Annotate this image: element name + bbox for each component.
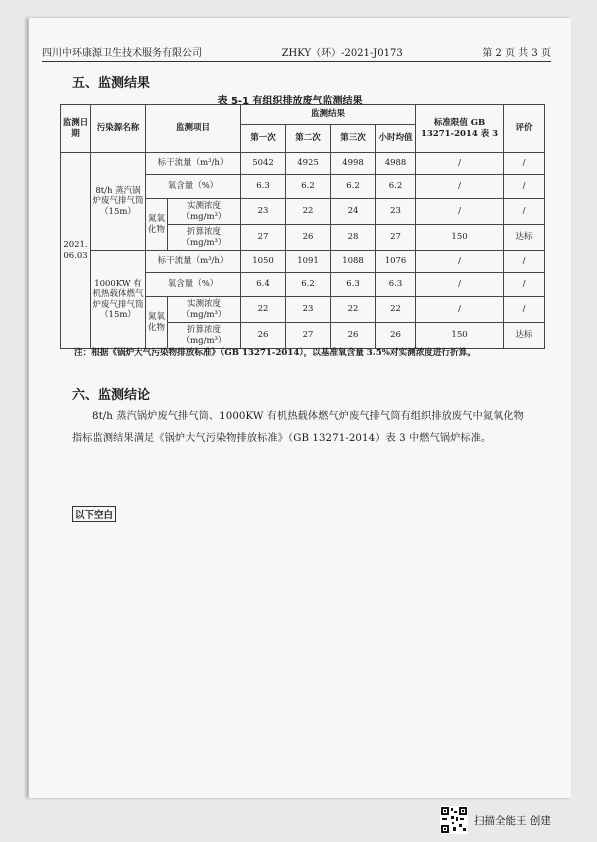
value-cell: 24 (331, 199, 376, 225)
limit-cell: / (416, 153, 504, 175)
monitor-date: 2021. 06.03 (61, 153, 91, 349)
scanner-brand-text: 扫描全能王 创建 (474, 814, 551, 827)
eval-cell: 达标 (504, 225, 545, 251)
page-header (42, 44, 551, 62)
value-cell: 1091 (286, 251, 331, 273)
header-date: 监测日期 (61, 105, 91, 153)
value-cell: 22 (331, 297, 376, 323)
limit-cell: / (416, 199, 504, 225)
value-cell: 22 (376, 297, 416, 323)
item-label: 氧含量（%） (146, 273, 241, 297)
item-label: 实测浓度（mg/m³） (168, 297, 241, 323)
header-first: 第一次 (241, 125, 286, 153)
header-hourly: 小时均值 (376, 125, 416, 153)
page-number: 第 2 页 共 3 页 (482, 48, 551, 59)
header-second: 第二次 (286, 125, 331, 153)
value-cell: 26 (241, 323, 286, 349)
item-label: 折算浓度（mg/m³） (168, 225, 241, 251)
qr-code-icon (440, 806, 468, 834)
value-cell: 26 (331, 323, 376, 349)
value-cell: 5042 (241, 153, 286, 175)
value-cell: 27 (286, 323, 331, 349)
source-name-1: 8t/h 蒸汽锅炉废气排气筒（15m） (91, 153, 146, 251)
value-cell: 23 (286, 297, 331, 323)
nox-label-2: 氮氧化物 (146, 297, 168, 349)
value-cell: 27 (241, 225, 286, 251)
limit-cell: 150 (416, 323, 504, 349)
eval-cell: / (504, 297, 545, 323)
header-results: 监测结果 (241, 105, 416, 125)
value-cell: 6.3 (376, 273, 416, 297)
company-name: 四川中环康源卫生技术服务有限公司 (42, 48, 202, 59)
table-note: 注：根据《锅炉大气污染物排放标准》（GB 13271-2014），以基准氧含量 3.5%对实测浓度进行折算。 (74, 348, 476, 358)
value-cell: 23 (241, 199, 286, 225)
value-cell: 22 (241, 297, 286, 323)
eval-cell: / (504, 273, 545, 297)
value-cell: 6.2 (286, 273, 331, 297)
item-label: 实测浓度（mg/m³） (168, 199, 241, 225)
eval-cell: / (504, 251, 545, 273)
item-label: 标干流量（m³/h） (146, 251, 241, 273)
limit-cell: / (416, 297, 504, 323)
header-limit: 标准限值 GB 13271-2014 表 3 (416, 105, 504, 153)
blank-below-marker: 以下空白 (72, 506, 116, 522)
value-cell: 26 (376, 323, 416, 349)
value-cell: 23 (376, 199, 416, 225)
limit-cell: / (416, 251, 504, 273)
value-cell: 4988 (376, 153, 416, 175)
header-source: 污染源名称 (91, 105, 146, 153)
eval-cell: 达标 (504, 323, 545, 349)
nox-label-1: 氮氧化物 (146, 199, 168, 251)
value-cell: 28 (331, 225, 376, 251)
eval-cell: / (504, 153, 545, 175)
scanner-watermark (440, 806, 551, 834)
emission-results-table (60, 104, 545, 349)
source-name-2: 1000KW 有机热载体燃气炉废气排气筒（15m） (91, 251, 146, 349)
eval-cell: / (504, 175, 545, 199)
value-cell: 6.3 (331, 273, 376, 297)
item-label: 氧含量（%） (146, 175, 241, 199)
item-label: 折算浓度（mg/m³） (168, 323, 241, 349)
limit-cell: / (416, 175, 504, 199)
limit-cell: / (416, 273, 504, 297)
item-label: 标干流量（m³/h） (146, 153, 241, 175)
section-6-title: 六、监测结论 (72, 388, 151, 403)
eval-cell: / (504, 199, 545, 225)
value-cell: 22 (286, 199, 331, 225)
value-cell: 6.2 (331, 175, 376, 199)
value-cell: 6.4 (241, 273, 286, 297)
value-cell: 27 (376, 225, 416, 251)
limit-cell: 150 (416, 225, 504, 251)
value-cell: 26 (286, 225, 331, 251)
value-cell: 6.2 (376, 175, 416, 199)
table-caption: 表 5-1 有组织排放废气监测结果 (217, 96, 363, 107)
value-cell: 1050 (241, 251, 286, 273)
report-number: ZHKY（环）-2021-J0173 (281, 48, 403, 59)
value-cell: 4998 (331, 153, 376, 175)
value-cell: 6.3 (241, 175, 286, 199)
header-eval: 评价 (504, 105, 545, 153)
conclusion-paragraph: 8t/h 蒸汽锅炉废气排气筒、1000KW 有机热载体燃气炉废气排气筒有组织排放废气中氮氧化物指标监测结果满足《锅炉大气污染物排放标准》（GB 13271-2014）表 3 中燃气锅炉标准。 (72, 411, 524, 444)
value-cell: 1088 (331, 251, 376, 273)
value-cell: 1076 (376, 251, 416, 273)
section-5-title: 五、监测结果 (72, 76, 151, 91)
header-third: 第三次 (331, 125, 376, 153)
value-cell: 4925 (286, 153, 331, 175)
value-cell: 6.2 (286, 175, 331, 199)
header-item: 监测项目 (146, 105, 241, 153)
